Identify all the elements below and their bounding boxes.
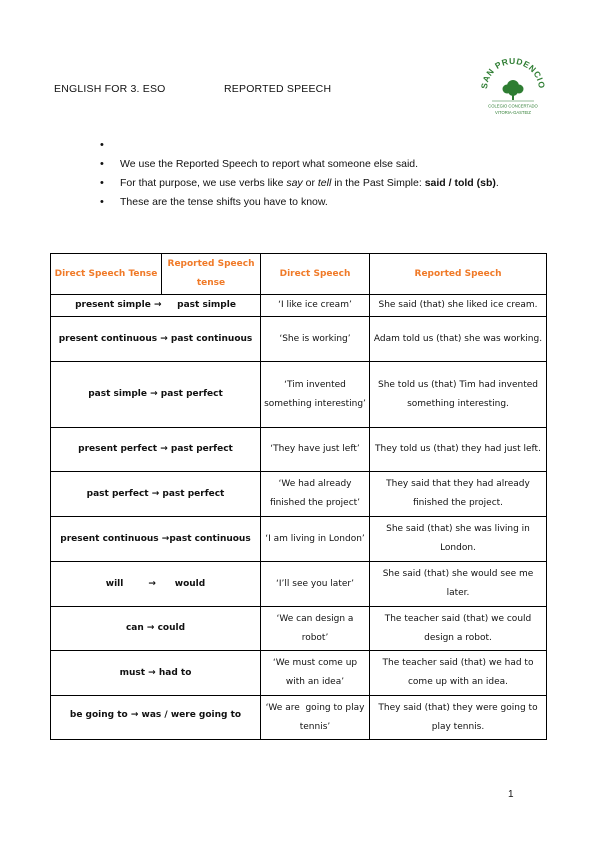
direct-cell: ‘Tim invented something interesting’ <box>261 362 370 428</box>
course-title: ENGLISH FOR 3. ESO <box>54 83 166 95</box>
reported-cell: The teacher said (that) we had to come up with an idea. <box>370 651 547 696</box>
reported-cell: They said (that) they were going to play tennis. <box>370 696 547 740</box>
bullet-3: • These are the tense shifts you have to know. <box>96 193 526 212</box>
table-row <box>51 651 547 696</box>
reported-cell: She said (that) she was living in London. <box>370 517 547 562</box>
reported-cell: They told us (that) they had just left. <box>370 428 547 472</box>
logo-arc-text: SAN PRUDENCIO <box>478 56 548 90</box>
logo-sub1: COLEGIO CONCERTADO <box>488 103 538 109</box>
tense-cell: be going to → was / were going to <box>51 696 261 740</box>
table-row <box>51 317 547 362</box>
direct-cell: ‘They have just left’ <box>261 428 370 472</box>
empty-bullet <box>96 136 526 155</box>
tense-cell: present continuous →past continuous <box>51 517 261 562</box>
direct-cell: ‘We had already finished the project’ <box>261 472 370 517</box>
direct-cell: ‘She is working’ <box>261 317 370 362</box>
header-direct-speech: Direct Speech <box>261 254 370 295</box>
intro-list <box>96 136 526 212</box>
reported-cell: She said (that) she liked ice cream. <box>370 295 547 317</box>
direct-cell: ‘We can design a robot’ <box>261 607 370 651</box>
tense-cell: present simple → past simple <box>51 295 261 317</box>
table-row <box>51 295 547 317</box>
direct-cell: ‘I like ice cream’ <box>261 295 370 317</box>
bullet-2: • For that purpose, we use verbs like say or tell in the Past Simple: said / told (sb). <box>96 174 526 193</box>
reported-cell: Adam told us (that) she was working. <box>370 317 547 362</box>
table-row <box>51 607 547 651</box>
tense-cell: present continuous → past continuous <box>51 317 261 362</box>
table-row <box>51 696 547 740</box>
table-header-row <box>51 254 547 295</box>
tense-cell: present perfect → past perfect <box>51 428 261 472</box>
reported-cell: She said (that) she would see me later. <box>370 562 547 607</box>
school-logo <box>478 56 548 120</box>
page-number: 1 <box>508 789 514 800</box>
table-row <box>51 428 547 472</box>
header-reported-speech: Reported Speech <box>370 254 547 295</box>
reported-cell: They said that they had already finished the project. <box>370 472 547 517</box>
topic-title: REPORTED SPEECH <box>224 83 332 95</box>
logo-sub2: VITORIA-GASTEIZ <box>495 110 531 115</box>
header-direct-tense: Direct Speech Tense <box>51 254 162 295</box>
direct-cell: ‘I’ll see you later’ <box>261 562 370 607</box>
direct-cell: ‘We are going to play tennis’ <box>261 696 370 740</box>
table-row <box>51 562 547 607</box>
table-row <box>51 517 547 562</box>
bullet-1: • We use the Reported Speech to report what someone else said. <box>96 155 526 174</box>
reported-cell: She told us (that) Tim had invented something interesting. <box>370 362 547 428</box>
header-reported-tense: Reported Speech tense <box>162 254 261 295</box>
tense-cell: must → had to <box>51 651 261 696</box>
tree-icon <box>503 80 524 100</box>
tense-cell: past perfect → past perfect <box>51 472 261 517</box>
direct-cell: ‘I am living in London’ <box>261 517 370 562</box>
reported-cell: The teacher said (that) we could design a robot. <box>370 607 547 651</box>
table-row <box>51 362 547 428</box>
tense-cell: will → would <box>51 562 261 607</box>
tense-shift-table <box>50 253 547 740</box>
table-row <box>51 472 547 517</box>
tense-cell: can → could <box>51 607 261 651</box>
direct-cell: ‘We must come up with an idea’ <box>261 651 370 696</box>
tense-cell: past simple → past perfect <box>51 362 261 428</box>
